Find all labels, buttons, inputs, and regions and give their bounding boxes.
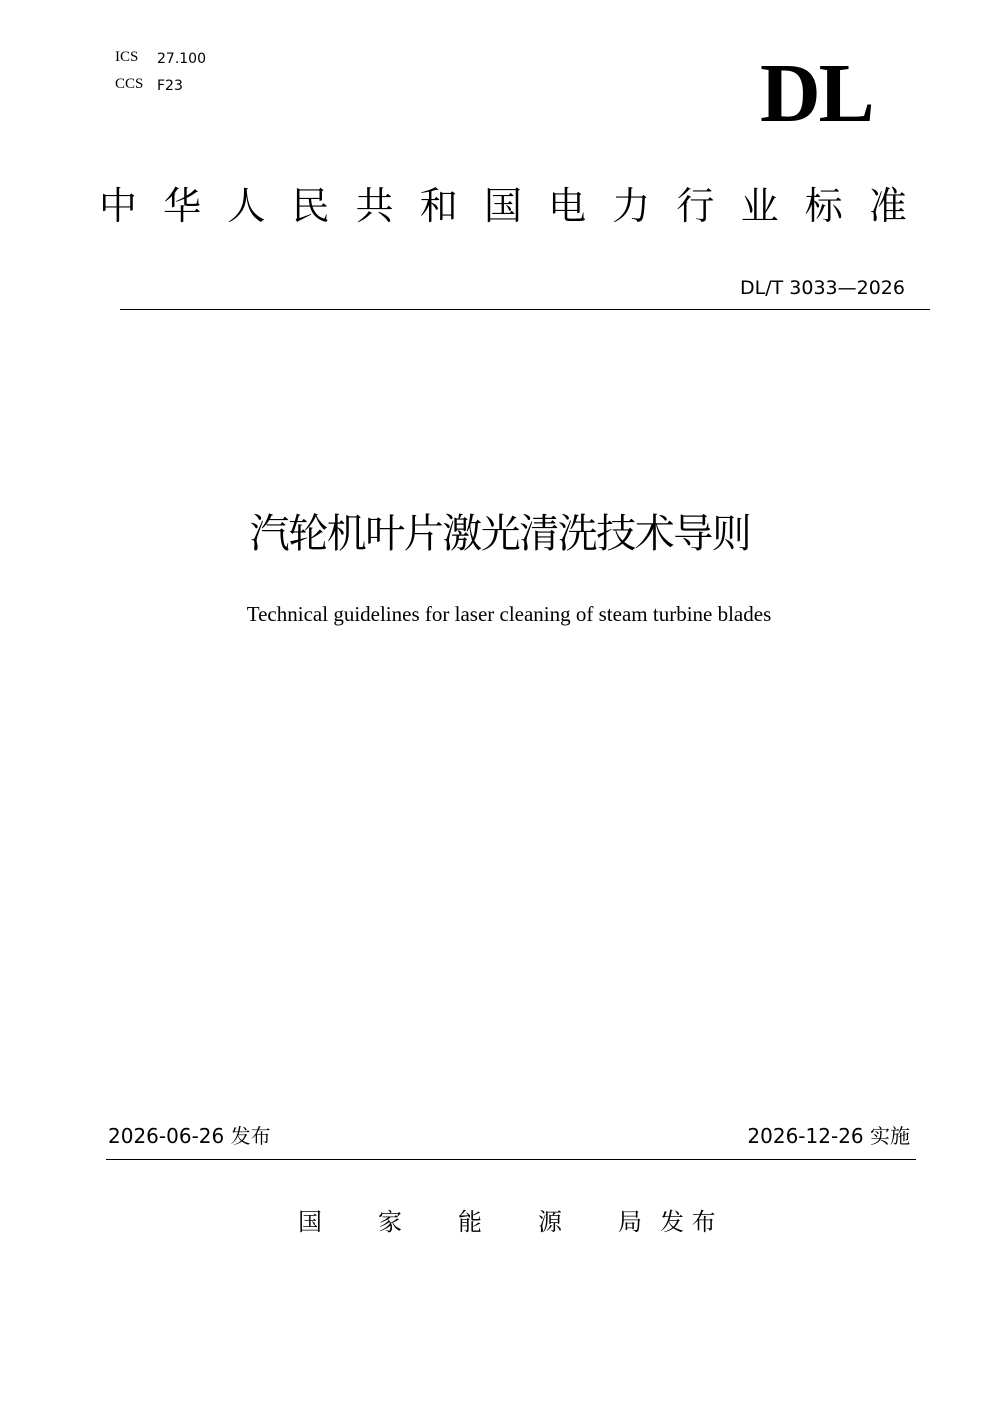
release-date: 2026-06-26 发布 [108,1124,271,1148]
ics-label: ICS [115,49,139,65]
ccs-value: F23 [157,78,183,94]
dl-logo: DL [760,47,873,140]
publisher-suffix: 发 布 [660,1208,716,1236]
issuer-heading [99,186,907,226]
issuer-char: 中 [99,184,138,228]
issuer-char: 业 [740,184,779,228]
publisher-char: 源 [538,1208,562,1236]
publisher-char: 能 [458,1208,482,1236]
issuer-char: 和 [419,184,458,228]
issuer-char: 共 [355,184,394,228]
title-english: Technical guidelines for laser cleaning of steam turbine blades [246,602,772,626]
issuer-char: 人 [227,184,266,228]
publisher-char: 家 [378,1208,402,1236]
issuer-char: 民 [291,184,330,228]
publisher [298,1208,716,1236]
publisher-char: 局 [618,1208,642,1236]
standard-number: DL/T 3033—2026 [740,277,905,299]
issuer-char: 华 [163,184,202,228]
ccs-label: CCS [115,76,144,92]
issuer-char: 标 [804,184,843,228]
ics-value: 27.100 [157,51,206,67]
issuer-char: 电 [548,184,587,228]
issuer-char: 准 [868,184,907,228]
bottom-divider [106,1159,916,1160]
publisher-char: 国 [298,1208,322,1236]
implementation-date: 2026-12-26 实施 [747,1124,910,1148]
issuer-char: 行 [676,184,715,228]
title-chinese: 汽轮机叶片激光清洗技术导则 [249,511,751,557]
top-divider [120,309,930,310]
issuer-char: 力 [612,184,651,228]
issuer-char: 国 [483,184,522,228]
